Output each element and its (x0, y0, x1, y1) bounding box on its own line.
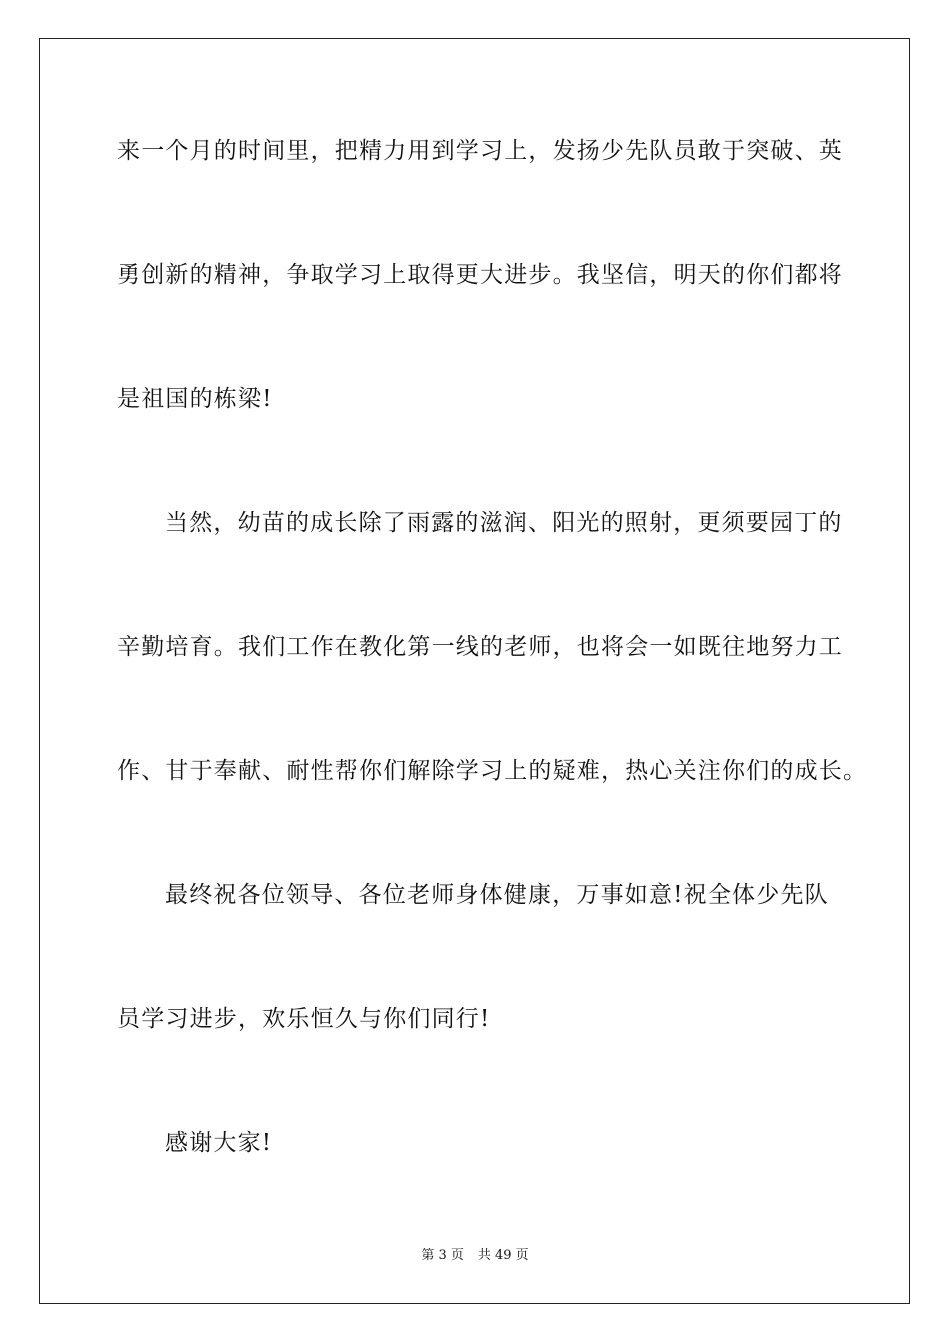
body-line-6: 作、甘于奉献、耐性帮你们解除学习上的疑难，热心关注你们的成长。 (117, 758, 868, 784)
body-line-2: 勇创新的精神，争取学习上取得更大进步。我坚信，明天的你们都将 (117, 262, 843, 288)
paragraph-start-line-4: 当然，幼苗的成长除了雨露的滋润、阳光的照射，更须要园丁的 (165, 510, 843, 536)
body-line-3: 是祖国的栋梁! (117, 386, 273, 412)
body-line-1: 来一个月的时间里，把精力用到学习上，发扬少先队员敢于突破、英 (117, 138, 843, 164)
body-line-8: 员学习进步，欢乐恒久与你们同行! (117, 1006, 491, 1032)
closing-line: 感谢大家! (165, 1130, 273, 1156)
page-frame (39, 38, 910, 1304)
paragraph-start-line-7: 最终祝各位领导、各位老师身体健康，万事如意!祝全体少先队 (165, 882, 829, 908)
body-line-5: 辛勤培育。我们工作在教化第一线的老师，也将会一如既往地努力工 (117, 634, 843, 660)
page-number: 第 3 页 (421, 1248, 464, 1263)
page-total: 共 49 页 (477, 1248, 529, 1263)
page-footer (0, 1248, 950, 1264)
